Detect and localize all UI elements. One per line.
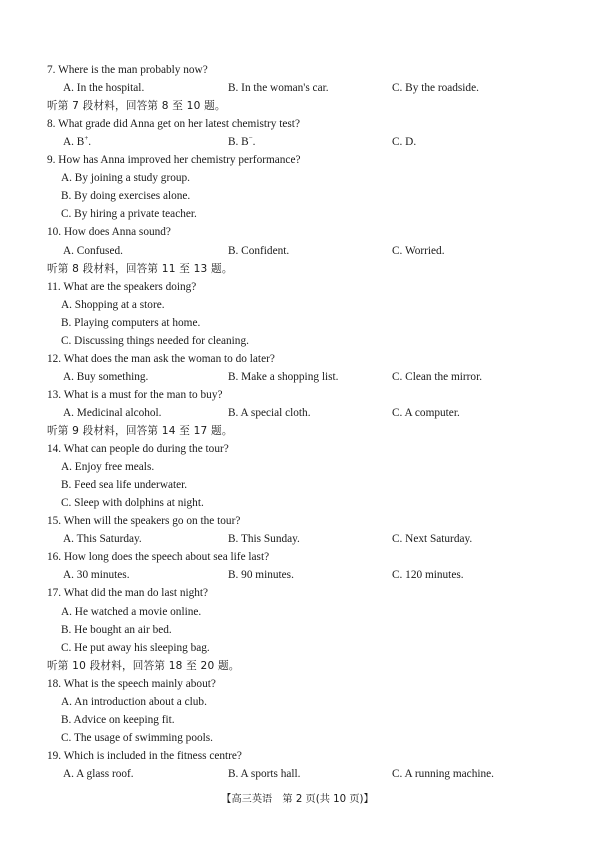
answer-option: A. Medicinal alcohol. (63, 406, 162, 419)
answer-option: B. A special cloth. (228, 406, 311, 419)
answer-option: B. 90 minutes. (228, 569, 294, 582)
answer-option: B. Advice on keeping fit. (61, 713, 175, 726)
answer-option: A. This Saturday. (63, 533, 142, 546)
answer-option: A. In the hospital. (63, 82, 145, 95)
answer-option: A. 30 minutes. (63, 569, 130, 582)
answer-option: A. Confused. (63, 244, 123, 257)
answer-option: A. Enjoy free meals. (61, 461, 155, 474)
question-text: 11. What are the speakers doing? (47, 280, 197, 293)
answer-option: A. Shopping at a store. (61, 298, 165, 311)
answer-option: B. By doing exercises alone. (61, 190, 191, 203)
question-text: 13. What is a must for the man to buy? (47, 388, 223, 401)
answer-option: C. A running machine. (392, 767, 494, 780)
answer-option: B. B−. (228, 134, 256, 149)
answer-option: B. Confident. (228, 244, 290, 257)
question-text: 9. How has Anna improved her chemistry performance? (47, 154, 301, 167)
section-instruction: 听第 8 段材料，回答第 11 至 13 题。 (47, 262, 233, 275)
question-text: 14. What can people do during the tour? (47, 443, 229, 456)
answer-option: C. D. (392, 136, 417, 149)
page-footer: 【高三英语 第 2 页(共 10 页)】 (221, 794, 374, 805)
question-text: 16. How long does the speech about sea life last? (47, 551, 270, 564)
answer-option: C. He put away his sleeping bag. (61, 641, 210, 654)
question-text: 10. How does Anna sound? (47, 226, 171, 239)
answer-option: B. Make a shopping list. (228, 370, 339, 383)
question-text: 19. Which is included in the fitness centre? (47, 749, 242, 762)
question-text: 12. What does the man ask the woman to do later? (47, 352, 275, 365)
answer-option: B. In the woman's car. (228, 82, 329, 95)
answer-option: C. Sleep with dolphins at night. (61, 497, 204, 510)
answer-option: A. B+. (63, 134, 92, 149)
answer-option: C. Next Saturday. (392, 533, 473, 546)
answer-option: C. By hiring a private teacher. (61, 208, 197, 221)
answer-option: B. Feed sea life underwater. (61, 479, 188, 492)
section-instruction: 听第 7 段材料，回答第 8 至 10 题。 (47, 100, 226, 113)
answer-option: B. A sports hall. (228, 767, 301, 780)
answer-option: C. Discussing things needed for cleaning. (61, 334, 249, 347)
answer-option: A. He watched a movie online. (61, 605, 202, 618)
answer-option: C. 120 minutes. (392, 569, 464, 582)
answer-option: C. Clean the mirror. (392, 370, 483, 383)
question-text: 15. When will the speakers go on the tour? (47, 515, 241, 528)
question-text: 8. What grade did Anna get on her latest chemistry test? (47, 118, 300, 131)
answer-option: C. The usage of swimming pools. (61, 731, 213, 744)
question-text: 17. What did the man do last night? (47, 587, 209, 600)
answer-option: C. Worried. (392, 244, 445, 257)
answer-option: B. Playing computers at home. (61, 316, 201, 329)
answer-option: B. This Sunday. (228, 533, 300, 546)
answer-option: C. By the roadside. (392, 82, 479, 95)
answer-option: A. Buy something. (63, 370, 149, 383)
answer-option: A. A glass roof. (63, 767, 134, 780)
answer-option: B. He bought an air bed. (61, 623, 172, 636)
answer-option: C. A computer. (392, 406, 460, 419)
question-text: 18. What is the speech mainly about? (47, 677, 216, 690)
answer-option: A. An introduction about a club. (61, 695, 207, 708)
question-text: 7. Where is the man probably now? (47, 64, 208, 76)
answer-option: A. By joining a study group. (61, 172, 190, 185)
section-instruction: 听第 9 段材料，回答第 14 至 17 题。 (47, 425, 233, 437)
section-instruction: 听第 10 段材料，回答第 18 至 20 题。 (47, 659, 240, 672)
